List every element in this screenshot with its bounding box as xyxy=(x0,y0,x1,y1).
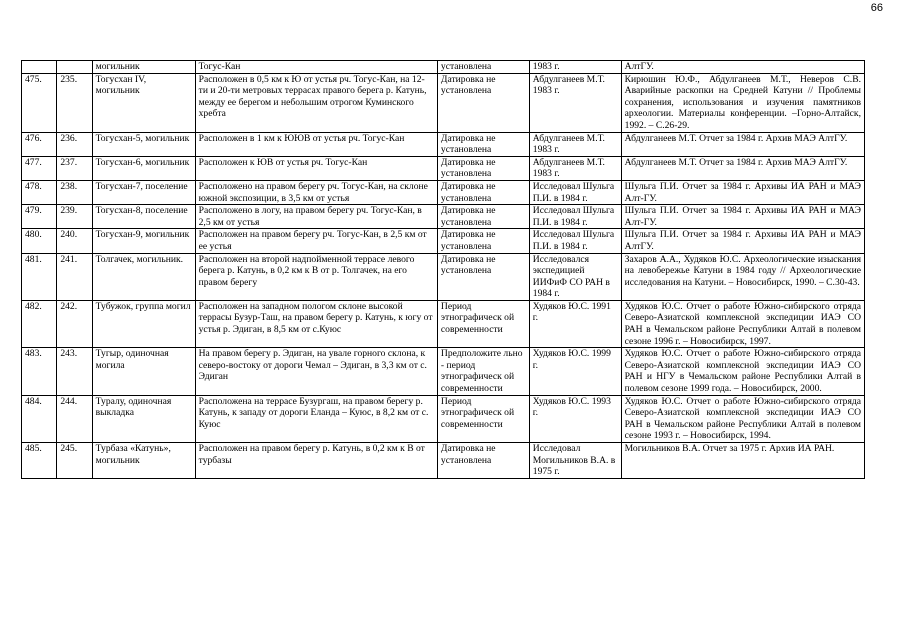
cell-location: Расположен на западном пологом склоне высокой террасы Бузур-Таш, на правом берегу р. Катунь, к югу от устья р. Эдиган, в 8,5 км от с.Куюс xyxy=(195,300,437,347)
cell-location: Расположен на правом берегу рч. Тогус-Кан, в 2,5 км от ее устья xyxy=(195,229,437,253)
cell-researcher: Абдулганеев М.Т. 1983 г. xyxy=(529,73,621,132)
cell-dating: Датировка не установлена xyxy=(437,205,529,229)
cell-local-number: 239. xyxy=(57,205,92,229)
cell-local-number: 240. xyxy=(57,229,92,253)
table-row xyxy=(22,132,865,156)
cell-location: Расположен на правом берегу р. Катунь, в 0,2 км к В от турбазы xyxy=(195,443,437,479)
cell-site-name: Тогусхан-6, могильник xyxy=(92,156,195,180)
cell-researcher: Исследовал Могильников В.А. в 1975 г. xyxy=(529,443,621,479)
cell-researcher: Исследовал Шульга П.И. в 1984 г. xyxy=(529,180,621,204)
cell-site-name: Толгачек, могильник. xyxy=(92,253,195,300)
table-row xyxy=(22,300,865,347)
cell-literature: Худяков Ю.С. Отчет о работе Южно-сибирского отряда Северо-Азиатской комплексной экспедиции ИАЭ СО РАН и НГУ в Чемальском районе Республики Алтай в полевом сезоне 1999 года. – Новосибирск, 2000. xyxy=(621,348,864,395)
cell-site-name: Тогусхан IV, могильник xyxy=(92,73,195,132)
cell-literature: Абдулганеев М.Т. Отчет за 1984 г. Архив МАЭ АлтГУ. xyxy=(621,132,864,156)
cell-location: Расположен в 1 км к ЮЮВ от устья рч. Тогус-Кан xyxy=(195,132,437,156)
cell-literature: Кирюшин Ю.Ф., Абдулганеев М.Т., Неверов С.В. Аварийные раскопки на Средней Катуни // Проблемы сохранения, использования и изучения памятников археологии. Материалы конференции. –Горно-Алтайск, 1992. – С.26-29. xyxy=(621,73,864,132)
cell-dating: Датировка не установлена xyxy=(437,73,529,132)
cell-local-number xyxy=(57,61,92,74)
cell-researcher: Исследовал Шульга П.И. в 1984 г. xyxy=(529,205,621,229)
cell-dating: Датировка не установлена xyxy=(437,253,529,300)
cell-number: 478. xyxy=(22,180,57,204)
table-row xyxy=(22,73,865,132)
cell-local-number: 237. xyxy=(57,156,92,180)
cell-dating: установлена xyxy=(437,61,529,74)
cell-dating: Датировка не установлена xyxy=(437,443,529,479)
cell-dating: Датировка не установлена xyxy=(437,156,529,180)
cell-literature: Шульга П.И. Отчет за 1984 г. Архивы ИА РАН и МАЭ АлтГУ. xyxy=(621,229,864,253)
cell-researcher: Абдулганеев М.Т. 1983 г. xyxy=(529,156,621,180)
cell-researcher: Абдулганеев М.Т. 1983 г. xyxy=(529,132,621,156)
cell-location: Расположена на террасе Бузургаш, на правом берегу р. Катунь, к западу от дороги Еланда – Куюс, в 8,2 км от с. Куюс xyxy=(195,395,437,442)
cell-researcher: Исследовал Шульга П.И. в 1984 г. xyxy=(529,229,621,253)
cell-local-number: 238. xyxy=(57,180,92,204)
cell-number: 475. xyxy=(22,73,57,132)
cell-literature: Могильников В.А. Отчет за 1975 г. Архив ИА РАН. xyxy=(621,443,864,479)
cell-site-name: Тогусхан-8, поселение xyxy=(92,205,195,229)
cell-researcher: Худяков Ю.С. 1999 г. xyxy=(529,348,621,395)
cell-site-name: могильник xyxy=(92,61,195,74)
cell-local-number: 235. xyxy=(57,73,92,132)
table-row xyxy=(22,395,865,442)
cell-number: 481. xyxy=(22,253,57,300)
table-row xyxy=(22,229,865,253)
cell-dating: Датировка не установлена xyxy=(437,180,529,204)
cell-local-number: 236. xyxy=(57,132,92,156)
cell-site-name: Тогусхан-9, могильник xyxy=(92,229,195,253)
table-row xyxy=(22,205,865,229)
table-row xyxy=(22,180,865,204)
cell-literature: Худяков Ю.С. Отчет о работе Южно-сибирского отряда Северо-Азиатской комплексной экспедиции ИАЭ СО РАН в Чемальском районе Республики Алтай в полевом сезоне 1993 г. – Новосибирск, 1994. xyxy=(621,395,864,442)
cell-researcher: Худяков Ю.С. 1991 г. xyxy=(529,300,621,347)
site-registry-table xyxy=(21,60,865,479)
cell-location: Тогус-Кан xyxy=(195,61,437,74)
cell-literature: АлтГУ. xyxy=(621,61,864,74)
cell-researcher: Исследовался экспедицией ИИФиФ СО РАН в 1984 г. xyxy=(529,253,621,300)
cell-local-number: 243. xyxy=(57,348,92,395)
cell-site-name: Тугыр, одиночная могила xyxy=(92,348,195,395)
cell-location: Расположен к ЮВ от устья рч. Тогус-Кан xyxy=(195,156,437,180)
cell-literature: Шульга П.И. Отчет за 1984 г. Архивы ИА РАН и МАЭ Алт-ГУ. xyxy=(621,205,864,229)
cell-literature: Захаров А.А., Худяков Ю.С. Археологические изыскания на левобережье Катуни в 1984 году // Археологические исследования на Катуни. – Новосибирск, 1990. – С.30-43. xyxy=(621,253,864,300)
cell-number: 476. xyxy=(22,132,57,156)
cell-site-name: Турбаза «Катунь», могильник xyxy=(92,443,195,479)
cell-literature: Худяков Ю.С. Отчет о работе Южно-сибирского отряда Северо-Азиатской комплексной экспедиции ИАЭ СО РАН в Чемальском районе Республики Алтай в полевом сезоне 1996 г. – Новосибирск, 1997. xyxy=(621,300,864,347)
cell-site-name: Тогусхан-5, могильник xyxy=(92,132,195,156)
table-row xyxy=(22,253,865,300)
cell-number: 484. xyxy=(22,395,57,442)
cell-number: 477. xyxy=(22,156,57,180)
cell-site-name: Туралу, одиночная выкладка xyxy=(92,395,195,442)
cell-location: Расположен в 0,5 км к Ю от устья рч. Тогус-Кан, на 12-ти и 20-ти метровых террасах правого берега р. Катунь, между ее берегом и небольшим отрогом Куминского хребта xyxy=(195,73,437,132)
cell-local-number: 245. xyxy=(57,443,92,479)
cell-number: 485. xyxy=(22,443,57,479)
cell-local-number: 242. xyxy=(57,300,92,347)
cell-dating: Датировка не установлена xyxy=(437,132,529,156)
cell-location: Расположен на второй надпойменной террасе левого берега р. Катунь, в 0,2 км к В от р. Толгачек, на его правом берегу xyxy=(195,253,437,300)
table-row xyxy=(22,61,865,74)
cell-location: На правом берегу р. Эдиган, на увале горного склона, к северо-востоку от дороги Чемал – Эдиган, в 3,3 км от с. Эдиган xyxy=(195,348,437,395)
cell-number: 483. xyxy=(22,348,57,395)
cell-researcher: Худяков Ю.С. 1993 г. xyxy=(529,395,621,442)
table-row xyxy=(22,443,865,479)
cell-number: 480. xyxy=(22,229,57,253)
cell-dating: Период этнографическ ой современности xyxy=(437,300,529,347)
page-number: 66 xyxy=(870,2,883,14)
cell-location: Расположено в логу, на правом берегу рч. Тогус-Кан, в 2,5 км от устья xyxy=(195,205,437,229)
table-row xyxy=(22,348,865,395)
cell-site-name: Тогусхан-7, поселение xyxy=(92,180,195,204)
cell-researcher: 1983 г. xyxy=(529,61,621,74)
cell-dating: Период этнографическ ой современности xyxy=(437,395,529,442)
cell-local-number: 241. xyxy=(57,253,92,300)
cell-dating: Датировка не установлена xyxy=(437,229,529,253)
table-row xyxy=(22,156,865,180)
cell-dating: Предположите льно - период этнографическ ой современности xyxy=(437,348,529,395)
cell-local-number: 244. xyxy=(57,395,92,442)
cell-literature: Абдулганеев М.Т. Отчет за 1984 г. Архив МАЭ АлтГУ. xyxy=(621,156,864,180)
cell-site-name: Тубужок, группа могил xyxy=(92,300,195,347)
cell-number: 479. xyxy=(22,205,57,229)
cell-number xyxy=(22,61,57,74)
cell-number: 482. xyxy=(22,300,57,347)
cell-location: Расположено на правом берегу рч. Тогус-Кан, на склоне южной экспозиции, в 3,5 км от устья xyxy=(195,180,437,204)
cell-literature: Шульга П.И. Отчет за 1984 г. Архивы ИА РАН и МАЭ Алт-ГУ. xyxy=(621,180,864,204)
